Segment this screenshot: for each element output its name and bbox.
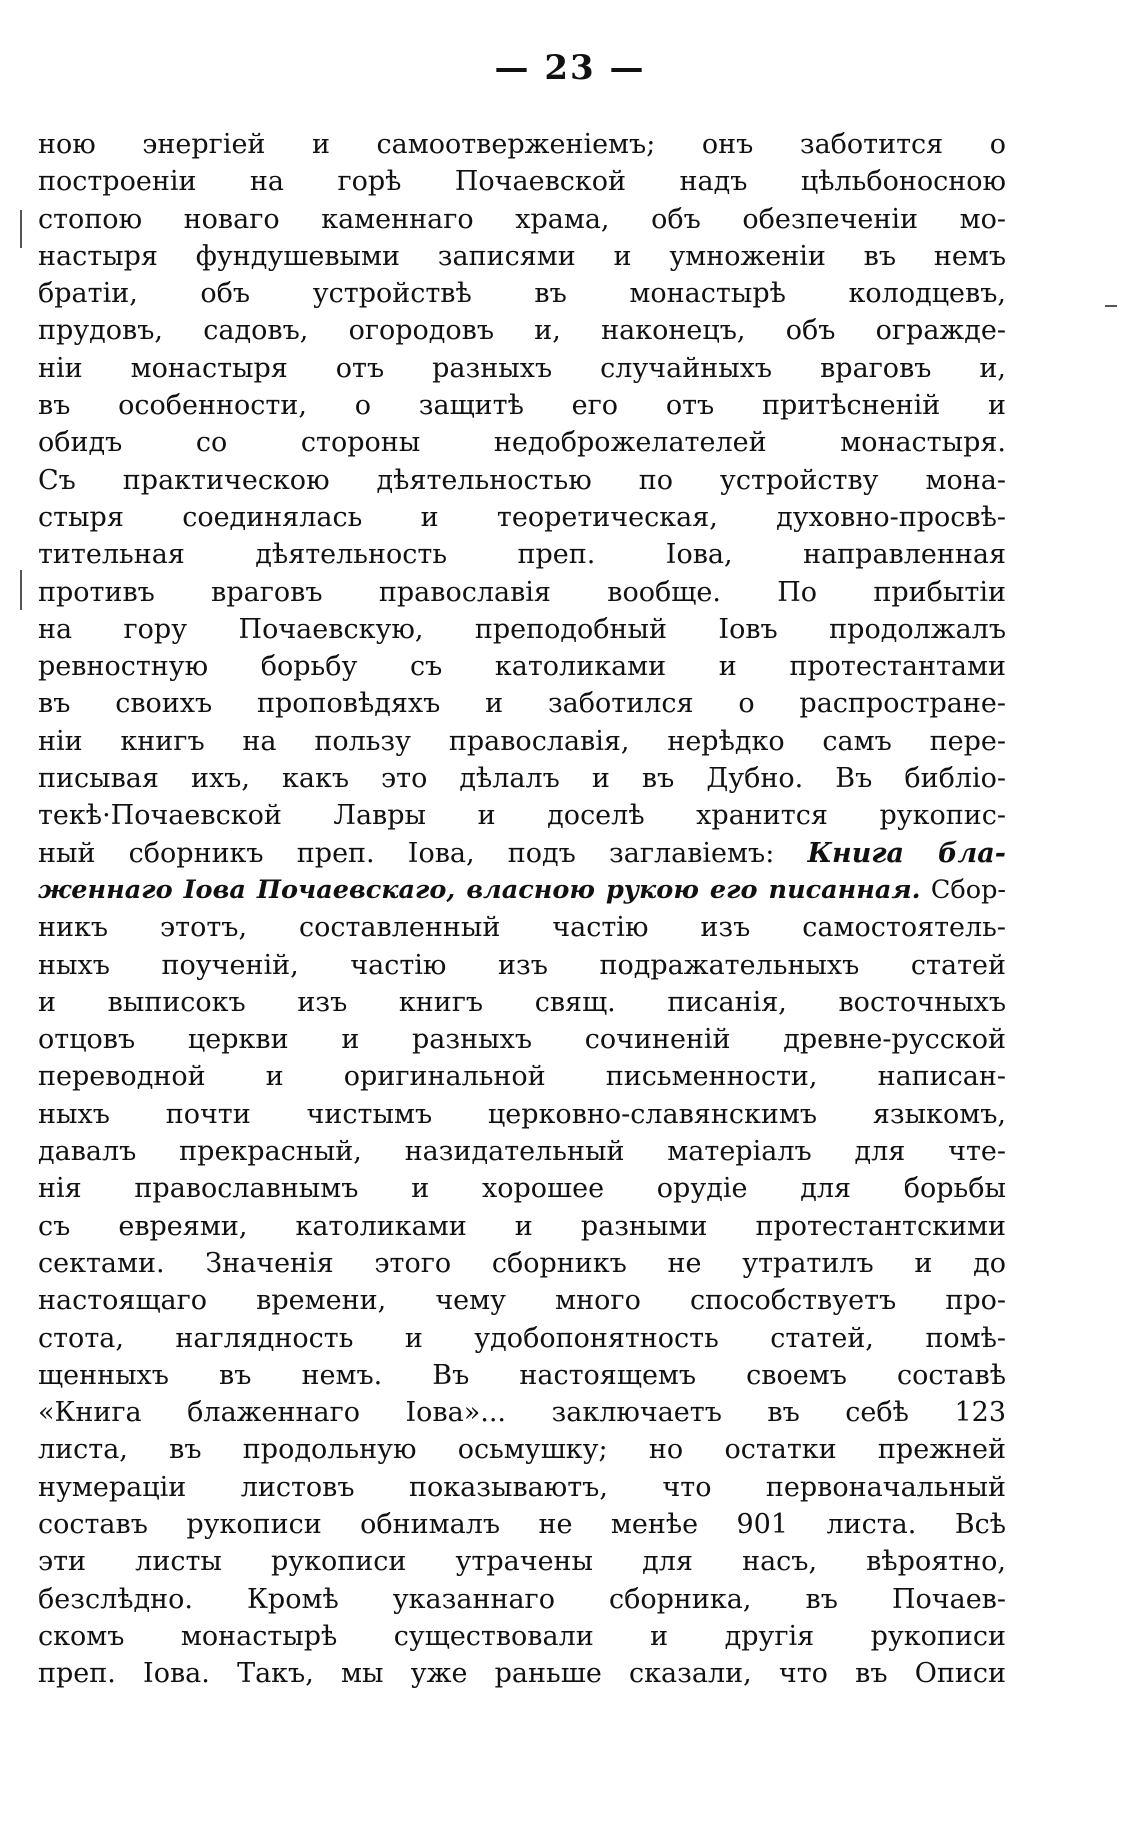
text-line: ныхъ поученій, частію изъ подражательныхъ статей <box>38 949 1006 981</box>
text-line: прудовъ, садовъ, огородовъ и, наконецъ, объ огражде- <box>38 315 1006 347</box>
text-line: ревностную борьбу съ католиками и протестантами <box>38 651 1006 683</box>
text-line: нумераціи листовъ показываютъ, что первоначальный <box>38 1471 1006 1503</box>
page-number: — 23 — <box>494 48 646 88</box>
book-title-part-2: женнаго Іова Почаевскаго, власною рукою его писанная. <box>38 874 921 905</box>
text-line: стыря соединялась и теоретическая, духовно-просвѣ- <box>38 501 1006 533</box>
text-line: щенныхъ въ немъ. Въ настоящемъ своемъ составѣ <box>38 1359 1006 1391</box>
text-line: эти листы рукописи утрачены для насъ, вѣроятно, <box>38 1546 1006 1578</box>
text-line: настыря фундушевыми записями и умноженіи въ немъ <box>38 240 1006 272</box>
text-line: братіи, объ устройствѣ въ монастырѣ колодцевъ, <box>38 278 1006 310</box>
text-segment: Сбор- <box>920 874 1006 905</box>
text-line: «Книга блаженнаго Іова»... заключаетъ въ себѣ 123 <box>38 1397 1006 1429</box>
text-line: преп. Іова. Такъ, мы уже раньше сказали, что въ Описи <box>38 1658 1006 1690</box>
text-line: Съ практическою дѣятельностью по устройству мона- <box>38 464 1006 496</box>
margin-mark-left <box>20 210 22 248</box>
text-line: никъ этотъ, составленный частію изъ самостоятель- <box>38 912 1006 944</box>
text-line-with-title-end <box>38 872 1006 909</box>
text-line-with-title-start <box>38 835 1006 872</box>
text-line: съ евреями, католиками и разными протестантскими <box>38 1210 1006 1242</box>
text-line: составъ рукописи обнималъ не менѣе 901 листа. Всѣ <box>38 1508 1006 1540</box>
text-line: настоящаго времени, чему много способствуетъ про- <box>38 1285 1006 1317</box>
text-line: отцовъ церкви и разныхъ сочиненій древне-русской <box>38 1024 1006 1056</box>
text-line: обидъ со стороны недоброжелателей монастыря. <box>38 427 1006 459</box>
text-line: ніи книгъ на пользу православія, нерѣдко самъ пере- <box>38 725 1006 757</box>
text-line: сектами. Значенія этого сборникъ не утратилъ и до <box>38 1247 1006 1279</box>
text-line: и выписокъ изъ книгъ свящ. писанія, восточныхъ <box>38 986 1006 1018</box>
text-line: тительная дѣятельность преп. Іова, направленная <box>38 539 1006 571</box>
text-line: скомъ монастырѣ существовали и другія рукописи <box>38 1620 1006 1652</box>
text-line: ною энергіей и самоотверженіемъ; онъ заботится о <box>38 129 1006 160</box>
text-line: въ особенности, о защитѣ его отъ притѣсненій и <box>38 390 1006 422</box>
text-line: на гору Почаевскую, преподобный Іовъ продолжалъ <box>38 613 1006 645</box>
margin-mark-right <box>1105 305 1117 307</box>
text-line: писывая ихъ, какъ это дѣлалъ и въ Дубно. Въ библіо- <box>38 763 1006 795</box>
text-line: стопою новаго каменнаго храма, объ обезпеченіи мо- <box>38 203 1006 235</box>
text-line: стота, наглядность и удобопонятность статей, помѣ- <box>38 1322 1006 1354</box>
text-segment: ный сборникъ преп. Іова, подъ заглавіемъ: <box>38 837 775 869</box>
text-line: переводной и оригинальной письменности, написан- <box>38 1061 1006 1093</box>
text-line: нія православнымъ и хорошее орудіе для борьбы <box>38 1173 1006 1205</box>
text-line: ныхъ почти чистымъ церковно-славянскимъ языкомъ, <box>38 1098 1006 1130</box>
text-line: построеніи на горѣ Почаевской надъ цѣльбоносною <box>38 166 1006 198</box>
text-line: давалъ прекрасный, назидательный матеріалъ для чте- <box>38 1136 1006 1168</box>
text-line: безслѣдно. Кромѣ указаннаго сборника, въ Почаев- <box>38 1583 1006 1615</box>
body-text <box>38 126 1006 1692</box>
text-line: текѣ·Почаевской Лавры и доселѣ хранится рукопис- <box>38 800 1006 832</box>
book-title-part-1: Книга бла- <box>807 837 1006 869</box>
margin-mark-left <box>20 570 22 610</box>
text-line: противъ враговъ православія вообще. По прибытіи <box>38 576 1006 608</box>
text-line: листа, въ продольную осьмушку; но остатки прежней <box>38 1434 1006 1466</box>
text-line: ніи монастыря отъ разныхъ случайныхъ враговъ и, <box>38 352 1006 384</box>
text-line: въ своихъ проповѣдяхъ и заботился о распростране- <box>38 688 1006 720</box>
